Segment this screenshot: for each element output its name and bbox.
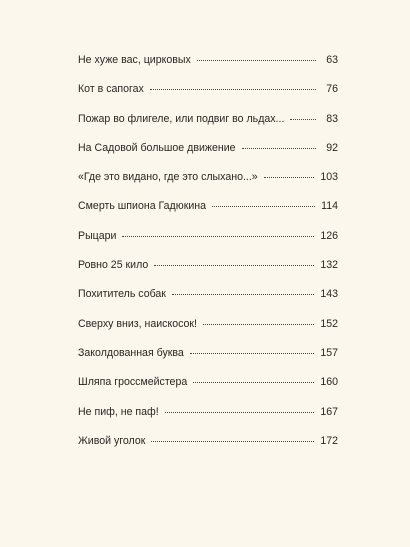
toc-entry [78, 348, 338, 377]
toc-entry-page: 63 [326, 54, 338, 66]
toc-entry-page: 83 [326, 112, 338, 125]
toc-entry-page: 92 [326, 141, 338, 154]
dot-leader [212, 206, 315, 207]
toc-entry-page: 114 [321, 200, 338, 213]
toc-entry-title: Заколдованная буква [78, 346, 184, 359]
toc-entry-title: Кот в сапогах [78, 83, 144, 96]
dot-leader [193, 382, 314, 383]
toc-entry-title: На Садовой большое движение [78, 141, 236, 154]
dot-leader [165, 412, 315, 413]
toc-entry [78, 436, 338, 465]
toc-entry-title: «Где это видано, где это слыхано...» [78, 171, 258, 184]
toc-entry [78, 231, 338, 260]
dot-leader [172, 294, 314, 295]
toc-entry-title: Не пиф, не паф! [78, 405, 159, 418]
toc-entry-page: 172 [320, 434, 338, 447]
toc-entry-page: 167 [320, 405, 338, 418]
toc-entry [78, 319, 338, 348]
dot-leader [190, 353, 315, 354]
toc-entry-page: 103 [320, 171, 338, 184]
toc-entry-title: Сверху вниз, наискосок! [78, 317, 197, 330]
toc-entry [78, 55, 338, 84]
dot-leader [150, 89, 316, 90]
toc-entry-title: Смерть шпиона Гадюкина [78, 200, 206, 213]
toc-entry-title: Не хуже вас, цирковых [78, 54, 191, 66]
toc-entry-page: 126 [320, 229, 338, 242]
dot-leader [203, 324, 314, 325]
dot-leader [242, 148, 317, 149]
toc-entry-title: Похититель собак [78, 288, 166, 301]
toc-entry-page: 76 [326, 83, 338, 96]
toc-entry [78, 114, 338, 143]
toc-entry-title: Рыцари [78, 229, 117, 242]
dot-leader [197, 60, 316, 61]
toc-entry [78, 201, 338, 230]
dot-leader [122, 236, 314, 237]
toc-entry-page: 143 [320, 288, 338, 301]
dot-leader [264, 177, 315, 178]
toc-entry-title: Пожар во флигеле, или подвиг во льдах... [78, 112, 285, 125]
toc-entry [78, 407, 338, 436]
table-of-contents [78, 55, 338, 465]
toc-entry [78, 260, 338, 289]
toc-entry-page: 152 [320, 317, 338, 330]
toc-entry [78, 143, 338, 172]
toc-entry [78, 289, 338, 318]
toc-entry [78, 377, 338, 406]
toc-entry-title: Шляпа гроссмейстера [78, 376, 188, 389]
toc-entry-page: 160 [320, 376, 338, 389]
toc-entry [78, 172, 338, 201]
toc-entry-page: 157 [320, 346, 338, 359]
toc-entry [78, 84, 338, 113]
toc-entry-title: Ровно 25 кило [78, 259, 149, 272]
dot-leader [151, 441, 314, 442]
dot-leader [290, 119, 316, 120]
dot-leader [154, 265, 314, 266]
toc-entry-page: 132 [320, 259, 338, 272]
toc-entry-title: Живой уголок [78, 434, 146, 447]
